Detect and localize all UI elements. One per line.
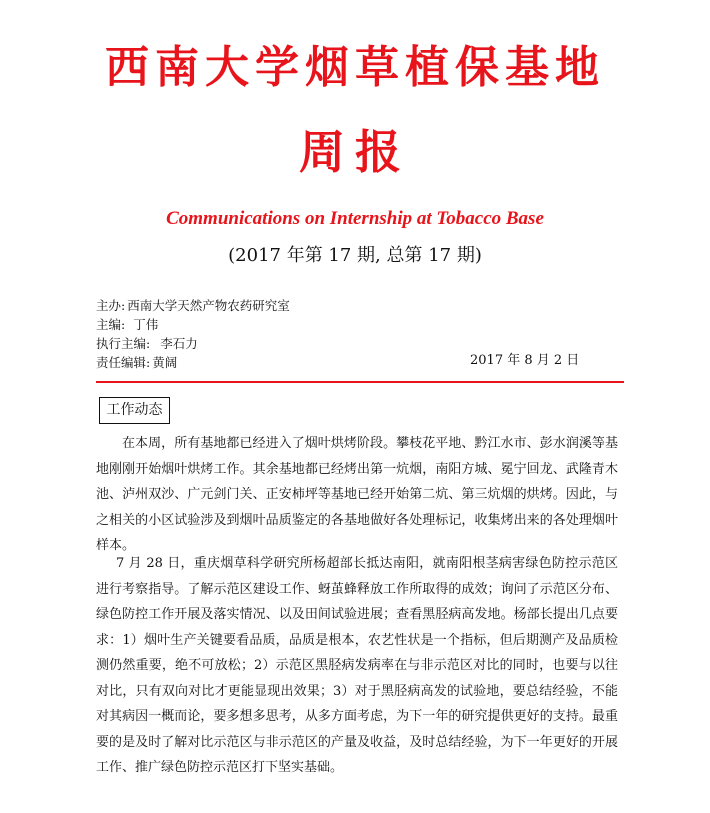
header-divider	[96, 381, 624, 383]
editor-line	[96, 316, 158, 334]
editor-value: 丁伟	[133, 317, 159, 332]
editor-label: 主编:	[96, 317, 126, 332]
exec-editor-line	[96, 335, 198, 353]
newsletter-subtitle: 周报	[299, 125, 411, 179]
resp-editor-line	[96, 354, 177, 372]
newsletter-title: 西南大学烟草植保基地	[105, 42, 605, 93]
sponsor-label: 主办:	[96, 298, 126, 313]
sponsor-value: 西南大学天然产物农药研究室	[127, 298, 290, 313]
section-heading: 工作动态	[99, 397, 170, 424]
issue-number: (2017 年第 17 期, 总第 17 期)	[228, 245, 482, 266]
exec-editor-label: 执行主编:	[96, 336, 151, 351]
paragraph: 7 月 28 日，重庆烟草科学研究所杨超部长抵达南阳，就南阳根茎病害绿色防控示范区进行考察指导。了解示范区建设工作、蚜茧蜂释放工作所取得的成效；询问了示范区分布、绿色防控工作开展及落实情况、以及田间试验进展；查看黑胫病高发地。杨部长提出几点要求：1）烟叶生产关键要看品质，品质是根本，农艺性状是一个指标，但后期测产及品质检测仍然重要，绝不可放松；2）示范区黑胫病发病率在与非示范区对比的同时，也要与以往对比，只有双向对比才更能显现出效果；3）对于黑胫病高发的试验地，要总结经验，不能对其病因一概而论，要多想多思考，从多方面考虑，为下一年的研究提供更好的支持。最重要的是及时了解对比示范区与非示范区的产量及收益，及时总结经验，为下一年更好的开展工作、推广绿色防控示范区打下坚实基础。	[96, 556, 618, 775]
paragraph: 在本周，所有基地都已经进入了烟叶烘烤阶段。攀枝花平地、黔江水市、彭水润溪等基地刚刚开始烟叶烘烤工作。其余基地都已经烤出第一炕烟，南阳方城、冕宁回龙、武隆青木池、泸州双沙、广元剑门关、正安柿坪等基地已经开始第二炕、第三炕烟的烘烤。因此，与之相关的小区试验涉及到烟叶品质鉴定的各基地做好各处理标记，收集烤出来的各处理烟叶样本。	[96, 436, 618, 553]
sponsor-line	[96, 297, 290, 315]
publish-date: 2017 年 8 月 2 日	[470, 353, 580, 368]
english-title: Communications on Internship at Tobacco Base	[166, 208, 544, 229]
resp-editor-value: 黄阔	[152, 355, 178, 370]
resp-editor-label: 责任编辑:	[96, 355, 151, 370]
exec-editor-value: 李石力	[160, 336, 198, 351]
